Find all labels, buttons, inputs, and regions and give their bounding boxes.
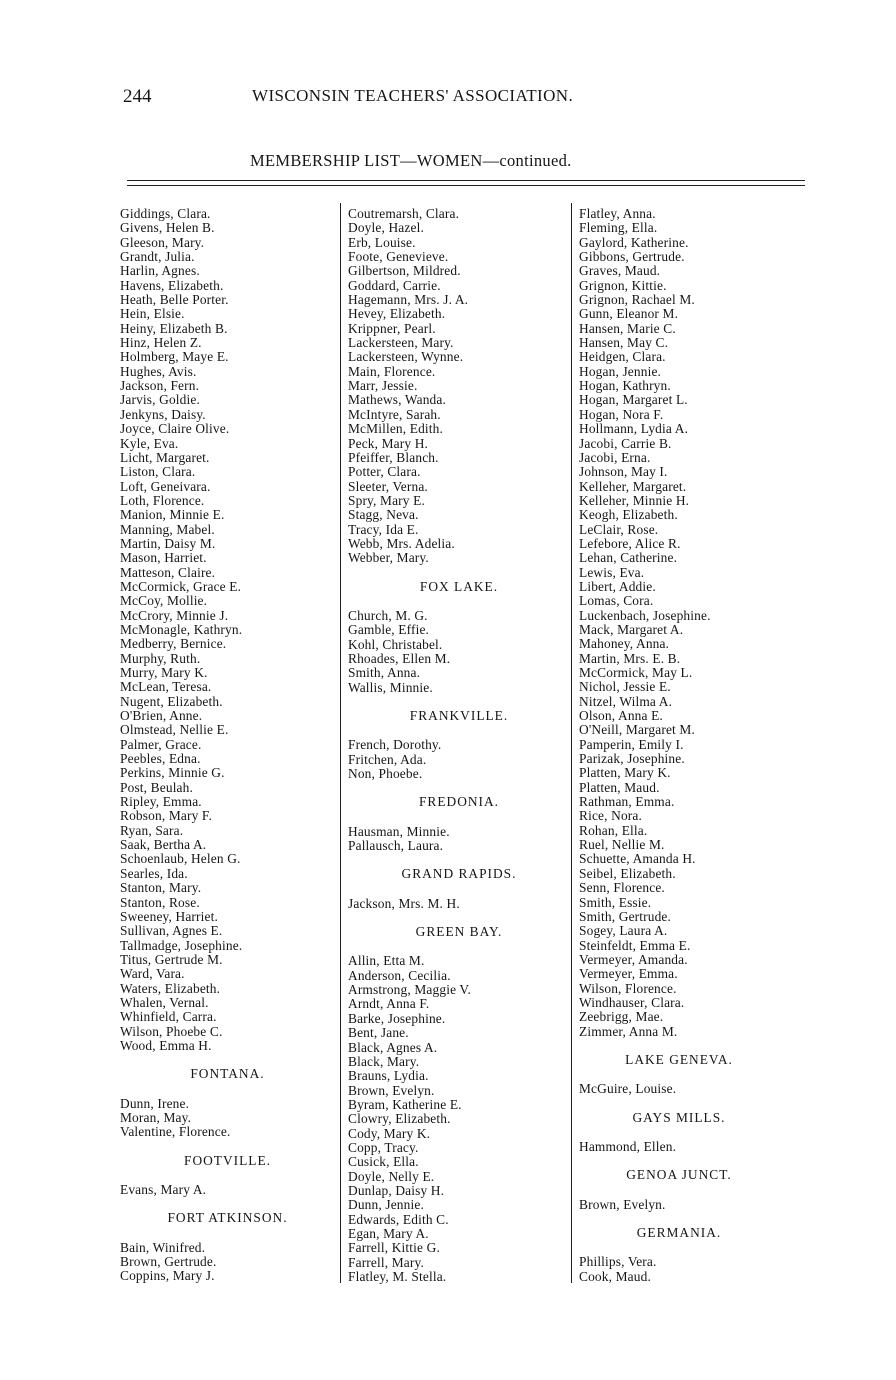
- member-name: Fritchen, Ada.: [348, 751, 427, 767]
- member-name: Liston, Clara.: [120, 464, 196, 480]
- member-name: Hausman, Minnie.: [348, 823, 450, 839]
- member-name: Schoenlaub, Helen G.: [120, 851, 241, 867]
- member-name: Loft, Geneivara.: [120, 478, 211, 494]
- member-name: Krippner, Pearl.: [348, 320, 436, 336]
- member-name: Smith, Gertrude.: [579, 908, 672, 924]
- member-name: Cook, Maud.: [579, 1268, 651, 1284]
- member-name: LeClair, Rose.: [579, 521, 659, 537]
- member-name: Pamperin, Emily I.: [579, 736, 684, 752]
- member-name: Dunn, Jennie.: [348, 1197, 424, 1213]
- member-name: Webber, Mary.: [348, 550, 429, 566]
- member-name: Sogey, Laura A.: [579, 923, 668, 939]
- member-name: Armstrong, Maggie V.: [348, 982, 472, 998]
- member-name: Manion, Minnie E.: [120, 507, 225, 523]
- member-name: Holmberg, Maye E.: [120, 349, 229, 365]
- member-name: Searles, Ida.: [120, 865, 188, 881]
- column-divider-left: [340, 203, 341, 1283]
- member-name: Nitzel, Wilma A.: [579, 693, 673, 709]
- town-heading: FOOTVILLE.: [184, 1152, 271, 1168]
- member-name: Farrell, Kittie G.: [348, 1240, 440, 1256]
- member-name: Wood, Emma H.: [120, 1037, 212, 1053]
- member-name: Hogan, Nora F.: [579, 406, 664, 422]
- member-name: Hogan, Jennie.: [579, 363, 662, 379]
- member-name: Evans, Mary A.: [120, 1182, 207, 1197]
- member-name: Keogh, Elizabeth.: [579, 507, 678, 523]
- member-name: Jarvis, Goldie.: [120, 392, 200, 408]
- member-name: Phillips, Vera.: [579, 1254, 657, 1270]
- town-heading: GAYS MILLS.: [632, 1109, 726, 1125]
- member-name: Valentine, Florence.: [120, 1124, 231, 1140]
- member-name: Potter, Clara.: [348, 464, 421, 480]
- member-name: Wilson, Phoebe C.: [120, 1023, 223, 1039]
- member-name: Coutremarsh, Clara.: [348, 206, 460, 221]
- member-name: Stanton, Rose.: [120, 894, 200, 910]
- member-name: Brown, Evelyn.: [579, 1196, 666, 1212]
- member-name: Steinfeldt, Emma E.: [579, 937, 691, 953]
- member-name: Whalen, Vernal.: [120, 994, 209, 1010]
- member-name: Givens, Helen B.: [120, 220, 215, 236]
- member-name: Schuette, Amanda H.: [579, 851, 696, 867]
- member-name: Titus, Gertrude M.: [120, 951, 223, 967]
- member-name: Moran, May.: [120, 1109, 192, 1125]
- member-name: Copp, Tracy.: [348, 1139, 419, 1155]
- member-name: Gamble, Effie.: [348, 622, 430, 638]
- member-name: Johnson, May I.: [579, 464, 668, 480]
- member-name: Lomas, Cora.: [579, 593, 654, 609]
- member-name: McLean, Teresa.: [120, 679, 212, 695]
- member-name: Perkins, Minnie G.: [120, 765, 225, 781]
- member-name: Ruel, Nellie M.: [579, 837, 665, 853]
- member-name: McCormick, May L.: [579, 665, 693, 680]
- member-name: Cusick, Ella.: [348, 1154, 419, 1170]
- member-name: O'Neill, Margaret M.: [579, 722, 695, 738]
- member-name: Dunlap, Daisy H.: [348, 1182, 445, 1198]
- member-name: Bain, Winifred.: [120, 1239, 206, 1255]
- member-name: McCoy, Mollie.: [120, 593, 208, 609]
- member-name: Lefebore, Alice R.: [579, 535, 681, 551]
- member-name: Mathews, Wanda.: [348, 392, 446, 408]
- member-name: Dunn, Irene.: [120, 1095, 190, 1111]
- member-name: Non, Phoebe.: [348, 766, 423, 782]
- member-name: Hughes, Avis.: [120, 363, 197, 379]
- member-name: Hagemann, Mrs. J. A.: [348, 292, 469, 308]
- member-name: O'Brien, Anne.: [120, 708, 203, 724]
- member-name: Foote, Genevieve.: [348, 249, 449, 265]
- member-name: Vermeyer, Amanda.: [579, 951, 688, 967]
- member-name: Stanton, Mary.: [120, 880, 202, 896]
- member-name: Brauns, Lydia.: [348, 1068, 429, 1084]
- member-name: Martin, Daisy M.: [120, 535, 216, 551]
- member-name: Black, Mary.: [348, 1053, 420, 1069]
- member-name: Seibel, Elizabeth.: [579, 865, 676, 881]
- member-name: Pfeiffer, Blanch.: [348, 449, 439, 465]
- member-name: Vermeyer, Emma.: [579, 966, 678, 982]
- member-name: Lackersteen, Wynne.: [348, 349, 464, 365]
- member-name: Goddard, Carrie.: [348, 277, 441, 293]
- member-name: Black, Agnes A.: [348, 1039, 438, 1055]
- member-name: Main, Florence.: [348, 363, 436, 379]
- town-heading: FORT ATKINSON.: [167, 1210, 288, 1226]
- member-name: Barke, Josephine.: [348, 1010, 446, 1026]
- member-name: Manning, Mabel.: [120, 521, 215, 537]
- member-name: Sleeter, Verna.: [348, 478, 428, 494]
- member-name: Jackson, Fern.: [120, 378, 200, 394]
- town-heading: GENOA JUNCT.: [626, 1167, 732, 1183]
- member-name: McIntyre, Sarah.: [348, 406, 441, 422]
- member-name: Gleeson, Mary.: [120, 234, 205, 250]
- member-name: McCormick, Grace E.: [120, 578, 242, 594]
- member-name: Zimmer, Anna M.: [579, 1023, 678, 1039]
- member-name: Whinfield, Carra.: [120, 1009, 217, 1025]
- member-name: Heidgen, Clara.: [579, 349, 666, 365]
- header-rule-top: [127, 180, 805, 181]
- member-name: Hogan, Margaret L.: [579, 392, 688, 408]
- member-name: Gibbons, Gertrude.: [579, 249, 685, 265]
- member-name: Medberry, Bernice.: [120, 636, 227, 652]
- member-name: Gunn, Eleanor M.: [579, 306, 679, 322]
- member-name: Wallis, Minnie.: [348, 679, 433, 695]
- member-name: Harlin, Agnes.: [120, 263, 200, 279]
- member-name: Martin, Mrs. E. B.: [579, 650, 681, 666]
- member-name: Grignon, Kittie.: [579, 277, 667, 293]
- member-name: Luckenbach, Josephine.: [579, 607, 711, 623]
- member-name: Olmstead, Nellie E.: [120, 722, 229, 738]
- member-name: Zeebrigg, Mae.: [579, 1009, 664, 1025]
- member-name: Allin, Etta M.: [348, 953, 425, 969]
- member-name: Marr, Jessie.: [348, 378, 418, 394]
- member-name: French, Dorothy.: [348, 737, 442, 753]
- member-name: Kyle, Eva.: [120, 435, 179, 451]
- member-name: Edwards, Edith C.: [348, 1211, 449, 1227]
- town-heading: FONTANA.: [190, 1066, 265, 1082]
- member-name: Licht, Margaret.: [120, 449, 210, 465]
- member-name: Matteson, Claire.: [120, 564, 216, 580]
- member-name: Egan, Mary A.: [348, 1225, 429, 1241]
- member-name: Pallausch, Laura.: [348, 838, 444, 854]
- member-name: Loth, Florence.: [120, 492, 205, 508]
- member-name: Kelleher, Minnie H.: [579, 492, 690, 508]
- member-name: Flatley, Anna.: [579, 206, 656, 221]
- member-name: Ripley, Emma.: [120, 794, 202, 810]
- member-name: Post, Beulah.: [120, 779, 193, 795]
- member-name: Bent, Jane.: [348, 1025, 409, 1041]
- column-2: [348, 207, 570, 1284]
- town-heading: FREDONIA.: [418, 794, 500, 810]
- member-name: Tracy, Ida E.: [348, 521, 419, 537]
- member-name: Hansen, May C.: [579, 335, 669, 351]
- member-name: Sweeney, Harriet.: [120, 908, 218, 924]
- member-name: Heiny, Elizabeth B.: [120, 320, 228, 336]
- member-name: Havens, Elizabeth.: [120, 277, 224, 293]
- member-name: Jacobi, Carrie B.: [579, 435, 672, 451]
- member-name: Hein, Elsie.: [120, 306, 185, 322]
- member-name: Hevey, Elizabeth.: [348, 306, 446, 322]
- page-number: 244: [123, 86, 152, 107]
- member-name: Senn, Florence.: [579, 880, 665, 896]
- member-name: Parizak, Josephine.: [579, 751, 685, 767]
- member-name: Doyle, Hazel.: [348, 220, 424, 236]
- member-name: Windhauser, Clara.: [579, 994, 685, 1010]
- header-rule-bottom: [127, 185, 805, 186]
- member-name: Brown, Evelyn.: [348, 1082, 435, 1098]
- member-name: Joyce, Claire Olive.: [120, 421, 230, 437]
- member-name: Wilson, Florence.: [579, 980, 677, 996]
- member-name: Tallmadge, Josephine.: [120, 937, 243, 953]
- town-heading: GREEN BAY.: [415, 924, 503, 940]
- member-name: Webb, Mrs. Adelia.: [348, 535, 455, 551]
- member-name: Byram, Katherine E.: [348, 1096, 462, 1112]
- member-name: Grignon, Rachael M.: [579, 292, 695, 308]
- column-3: [579, 207, 779, 1284]
- member-name: Arndt, Anna F.: [348, 996, 430, 1012]
- member-name: Murry, Mary K.: [120, 665, 208, 680]
- member-name: Jackson, Mrs. M. H.: [348, 895, 460, 911]
- member-name: Sullivan, Agnes E.: [120, 923, 223, 939]
- member-name: McGuire, Louise.: [579, 1081, 677, 1097]
- member-name: Hollmann, Lydia A.: [579, 421, 689, 437]
- member-name: Erb, Louise.: [348, 234, 416, 250]
- member-name: Farrell, Mary.: [348, 1254, 424, 1270]
- member-name: McMillen, Edith.: [348, 421, 444, 437]
- member-name: Hansen, Marie C.: [579, 320, 676, 336]
- member-name: Platten, Mary K.: [579, 765, 671, 781]
- member-name: Graves, Maud.: [579, 263, 661, 279]
- member-name: Kohl, Christabel.: [348, 636, 443, 652]
- member-name: Hogan, Kathryn.: [579, 378, 671, 394]
- member-name: Spry, Mary E.: [348, 492, 425, 508]
- member-name: Rice, Nora.: [579, 808, 642, 824]
- member-name: Waters, Elizabeth.: [120, 980, 221, 996]
- member-name: Nichol, Jessie E.: [579, 679, 671, 695]
- column-divider-right: [571, 203, 572, 1283]
- member-name: Nugent, Elizabeth.: [120, 693, 223, 709]
- member-name: Rhoades, Ellen M.: [348, 650, 451, 666]
- member-name: Lewis, Eva.: [579, 564, 645, 580]
- member-name: Lehan, Catherine.: [579, 550, 678, 566]
- town-heading: GRAND RAPIDS.: [401, 866, 517, 882]
- member-name: Smith, Essie.: [579, 894, 652, 910]
- member-name: Stagg, Neva.: [348, 507, 419, 523]
- member-name: Flatley, M. Stella.: [348, 1269, 447, 1284]
- member-name: Grandt, Julia.: [120, 249, 195, 265]
- member-name: Church, M. G.: [348, 607, 428, 623]
- member-name: Rathman, Emma.: [579, 794, 675, 810]
- member-name: Saak, Bertha A.: [120, 837, 207, 853]
- member-name: Peck, Mary H.: [348, 435, 429, 451]
- list-title: MEMBERSHIP LIST—WOMEN—continued.: [250, 151, 572, 170]
- member-name: Ryan, Sara.: [120, 822, 184, 838]
- member-name: Smith, Anna.: [348, 665, 421, 681]
- member-name: Coppins, Mary J.: [120, 1268, 215, 1284]
- member-name: Fleming, Ella.: [579, 220, 658, 236]
- member-name: Gilbertson, Mildred.: [348, 263, 461, 279]
- member-name: Ward, Vara.: [120, 966, 185, 982]
- member-name: McMonagle, Kathryn.: [120, 621, 243, 637]
- member-name: Doyle, Nelly E.: [348, 1168, 435, 1184]
- member-name: Heath, Belle Porter.: [120, 292, 229, 308]
- member-name: Libert, Addie.: [579, 578, 656, 594]
- member-name: Murphy, Ruth.: [120, 650, 201, 666]
- member-name: Mason, Harriet.: [120, 550, 207, 566]
- town-heading: FOX LAKE.: [419, 578, 499, 594]
- member-name: McCrory, Minnie J.: [120, 607, 229, 623]
- member-name: Mahoney, Anna.: [579, 636, 670, 652]
- town-heading: LAKE GENEVA.: [625, 1051, 733, 1067]
- member-name: Hammond, Ellen.: [579, 1138, 677, 1154]
- member-name: Palmer, Grace.: [120, 736, 202, 752]
- member-name: Cody, Mary K.: [348, 1125, 431, 1141]
- member-name: Clowry, Elizabeth.: [348, 1111, 451, 1127]
- running-head: WISCONSIN TEACHERS' ASSOCIATION.: [252, 86, 574, 105]
- member-name: Robson, Mary F.: [120, 808, 212, 824]
- member-name: Gaylord, Katherine.: [579, 234, 689, 250]
- member-name: Jenkyns, Daisy.: [120, 406, 206, 422]
- member-name: Jacobi, Erna.: [579, 449, 651, 465]
- member-name: Lackersteen, Mary.: [348, 335, 454, 351]
- member-name: Brown, Gertrude.: [120, 1254, 217, 1270]
- member-name: Giddings, Clara.: [120, 206, 211, 221]
- member-name: Peebles, Edna.: [120, 751, 201, 767]
- town-heading: GERMANIA.: [636, 1225, 722, 1240]
- member-name: Rohan, Ella.: [579, 822, 648, 838]
- member-name: Olson, Anna E.: [579, 708, 663, 724]
- member-name: Platten, Maud.: [579, 779, 660, 795]
- member-name: Kelleher, Margaret.: [579, 478, 687, 494]
- town-heading: FRANKVILLE.: [409, 708, 509, 723]
- column-1: [120, 207, 335, 1284]
- member-name: Mack, Margaret A.: [579, 621, 684, 637]
- member-name: Hinz, Helen Z.: [120, 335, 202, 351]
- member-name: Anderson, Cecilia.: [348, 967, 451, 983]
